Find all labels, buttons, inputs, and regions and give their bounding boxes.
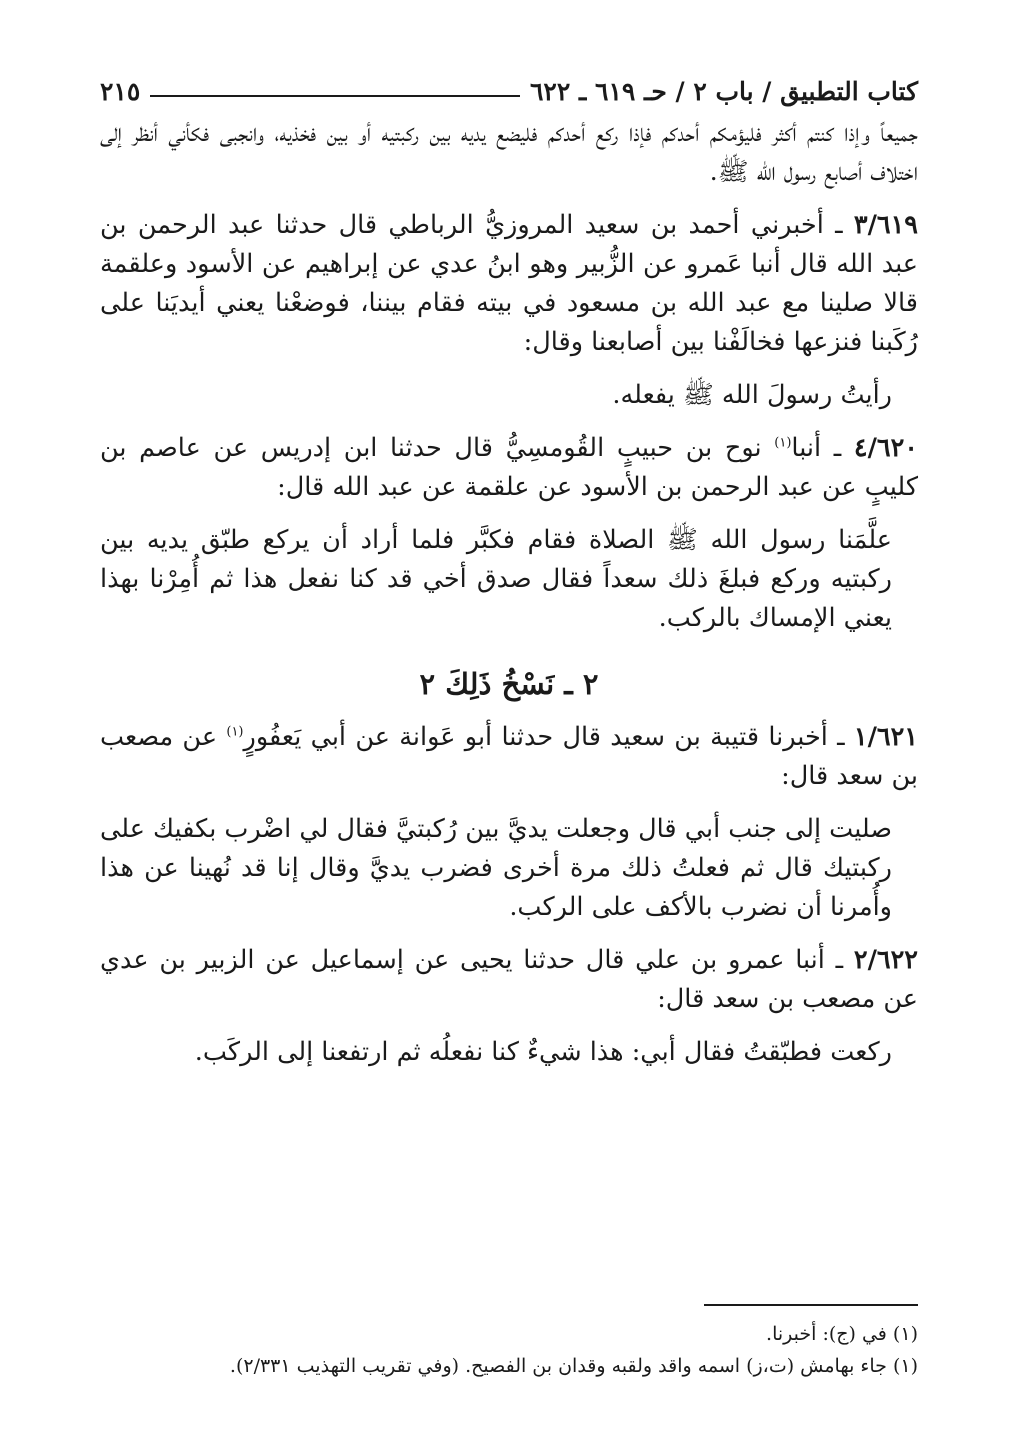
hadith-621-quote: صليت إلى جنب أبي قال وجعلت يديَّ بين رُكبتيَّ فقال لي اضْرب بكفيك على ركبتيك قال ثم فعلتُ ذلك مرة أخرى فضرب يديَّ وقال إنا قد نُهينا عن هذا وأُمرنا أن نضرب بالأكف على الركب.	[100, 814, 892, 922]
hadith-620-quote: علَّمَنا رسول الله ﷺ الصلاة فقام فكبَّر فلما أراد أن يركع طبّق يديه بين ركبتيه وركع فبلغَ ذلك سعداً فقال صدق أخي قد كنا نفعل هذا ثم أُمِرْنا بهذا يعني الإمساك بالركب.	[100, 525, 892, 633]
running-header	[100, 70, 918, 106]
header-title: كتاب التطبيق / باب ٢ / حـ ٦١٩ ـ ٦٢٢	[529, 77, 918, 106]
hadith-text: عن مصعب بن سعد قال:	[100, 722, 918, 791]
page-content	[100, 70, 918, 1072]
footnotes	[100, 1318, 918, 1382]
hadith-text: ـ أخبرني أحمد بن سعيد المروزيُّ الرباطي قال حدثنا عبد الرحمن بن عبد الله قال أنبا عَمرو عن الزُّبير وهو ابنُ عدي عن إبراهيم عن الأسود وعلقمة قالا صلينا مع عبد الله بن مسعود في بيته فقام بيننا، فوضعْنا يعني أيديَنا على رُكَبنا فنزعها فخالَفْنا بين أصابعنا وقال:	[100, 210, 918, 357]
footnote-2: (١) جاء بهامش (ت،ز) اسمه واقد ولقبه وقدان بن الفصيح. (وفي تقريب التهذيب ٢/٣٣١).	[229, 1355, 918, 1377]
section-heading: ٢ ـ نَسْخُ ذَلِكَ ٢	[419, 667, 599, 701]
hadith-622	[100, 941, 918, 1019]
hadith-619	[100, 206, 918, 362]
hadith-622-quote: ركعت فطبّقتُ فقال أبي: هذا شيءٌ كنا نفعلُه ثم ارتفعنا إلى الركَب.	[194, 1037, 892, 1067]
hadith-text: ـ أنبا عمرو بن علي قال حدثنا يحيى عن إسماعيل عن الزبير بن عدي عن مصعب بن سعد قال:	[100, 945, 918, 1014]
hadith-text: ـ أخبرنا قتيبة بن سعيد قال حدثنا أبو عَوانة عن أبي يَعفُورٍ	[243, 722, 845, 752]
footnote-ref: (١)	[226, 724, 244, 740]
page-number: ٢١٥	[100, 77, 141, 106]
hadith-text: نوح بن حبيبٍ القُومسِيُّ قال حدثنا ابن إدريس عن عاصم بن كليبٍ عن عبد الرحمن بن الأسود عن علقمة عن عبد الله قال:	[100, 433, 918, 502]
hadith-619-quote: رأيتُ رسولَ الله ﷺ يفعله.	[612, 380, 892, 410]
footnote-1: (١) في (ج): أخبرنا.	[766, 1323, 918, 1345]
hadith-620	[100, 429, 918, 507]
footnote-divider	[704, 1304, 918, 1306]
hadith-number: ٤/٦٢٠	[853, 433, 918, 463]
header-rule	[150, 95, 520, 97]
intro-paragraph: جميعاً وإذا كنتم أكثر فليؤمكم أحدكم فإذا ركع أحدكم فليضع يديه بين ركبتيه أو بين فخذيه، وانجبى فكأني أنظر إلى اختلاف أصابع رسول الله ﷺ.	[100, 118, 918, 187]
footnote-ref: (١)	[774, 435, 792, 451]
hadith-text: ـ أنبا	[791, 433, 842, 463]
hadith-621	[100, 718, 918, 796]
hadith-number: ٢/٦٢٢	[853, 945, 919, 975]
hadith-number: ١/٦٢١	[853, 722, 919, 752]
hadith-number: ٣/٦١٩	[853, 210, 919, 240]
